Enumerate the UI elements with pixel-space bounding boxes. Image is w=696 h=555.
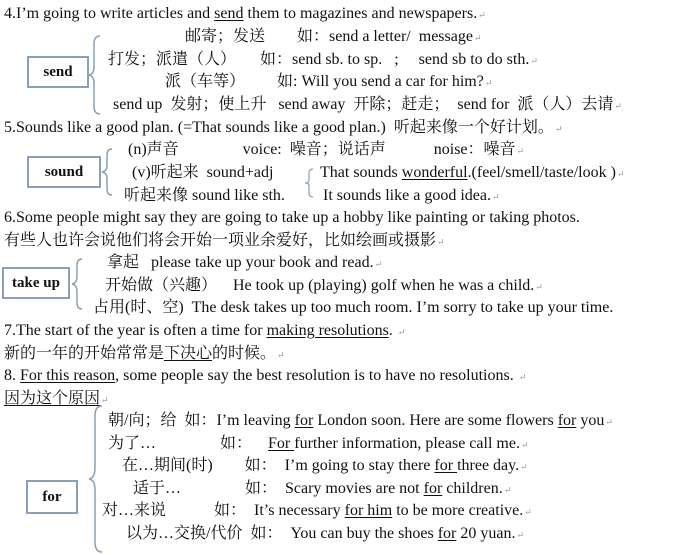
line-s4 [4,4,486,25]
line-for2 [108,434,528,455]
text-segment: them to magazines and newspapers. [243,5,478,22]
line-sound3b [323,186,500,207]
line-s5 [4,118,562,139]
text-segment: 有些人也许会说他们将会开始一项业余爱好，比如绘画或摄影 [4,232,437,249]
line-s6 [4,208,581,229]
text-segment: to be more creative. [392,502,524,519]
text-segment: 邮寄；发送 如：send a letter/ message [185,28,473,45]
brace-take-up [70,257,84,311]
text-segment: 6.Some people might say they are going to take up a hobby like painting or taking photos. [4,209,580,226]
brace-sound-examples [303,167,315,199]
line-send1 [185,27,482,48]
text-segment: 在…期间(时) 如： I’m going to stay there [122,457,435,474]
line-for3 [122,456,528,477]
text-segment: . [388,322,397,339]
brace-send [86,34,102,116]
text-segment: send up 发射；使上升 send away 开除；赶走； send for 派（人）去请 [113,96,614,113]
text-segment: children. [442,480,503,497]
text-segment: 的时候。 [212,345,277,362]
text-segment: three day. [457,457,520,474]
text-segment: 新的一年的开始常常是 [4,345,165,362]
line-sound2 [132,163,274,184]
line-sound2b [320,163,625,184]
line-take2 [105,276,543,297]
underlined-text: for [423,480,443,497]
line-send4 [113,95,622,116]
underlined-text: for [557,412,577,429]
text-segment: 派（车等） 如: Will you send a car for him? [165,73,484,90]
text-segment: 适于… 如： Scary movies are not [133,480,424,497]
line-s6cn [4,231,445,252]
keyword-for: for [42,488,62,505]
underlined-text: for [434,457,458,474]
line-for6 [126,524,524,545]
line-s7cn [4,344,285,365]
text-segment: London soon. Here are some flowers [313,412,558,429]
text-segment: 开始做（兴趣） He took up (playing) golf when he was a child. [105,277,535,294]
underlined-text: for him [344,502,393,519]
keyword-sound: sound [44,163,84,180]
line-for4 [133,479,511,500]
line-send2 [108,50,538,71]
line-for5 [102,501,532,522]
underlined-text: send [214,5,244,22]
line-take1 [107,253,382,274]
text-segment: 朝/向；给 如：I’m leaving [108,412,295,429]
text-segment: 5.Sounds like a good plan. (=That sounds like a good plan.) 听起来像一个好计划。 [4,119,554,136]
line-take3 [93,298,614,319]
text-segment: 对…来说 如： It’s necessary [102,502,345,519]
text-segment: , some people say the best resolution is to have no resolutions. [115,367,518,384]
line-sound3 [124,186,286,207]
underlined-text: wonderful [401,164,468,181]
text-segment: 以为…交换/代价 如： You can buy the shoes [126,525,438,542]
text-segment: you [576,412,605,429]
keyword-box-sound [27,156,101,188]
underlined-text: 因为这个原因 [4,390,101,407]
underlined-text: For [268,435,295,452]
text-segment: 为了… 如： [108,435,269,452]
keyword-box-take-up [2,267,70,299]
brace-sound [100,147,114,197]
text-segment: 听起来像 sound like sth. [124,187,285,204]
text-segment: (v)听起来 sound+adj [132,164,274,181]
text-segment: 占用(时、空) The desk takes up too much room. I’m sorry to take up your time. [93,299,614,316]
text-segment: 8. [4,367,20,384]
text-segment: It sounds like a good idea. [323,187,491,204]
text-segment: 7.The start of the year is often a time for [4,322,267,339]
keyword-send: send [43,63,73,80]
text-segment: 打发；派遣（人） 如：send sb. to sp. ; send sb to do sth. [108,51,530,68]
text-segment: 20 yuan. [456,525,516,542]
keyword-take-up: take up [12,274,60,291]
line-for1 [108,411,613,432]
underlined-text: for [437,525,457,542]
text-segment: (n)声音 voice: 噪音；说话声 noise：噪音 [128,141,516,158]
line-sound1 [128,140,524,161]
line-s8 [4,366,526,387]
keyword-box-for [26,480,78,514]
underlined-text: making resolutions [266,322,389,339]
brace-for [86,404,104,554]
text-segment: further information, please call me. [294,435,520,452]
keyword-box-send [27,56,89,88]
underlined-text: 下决心 [164,345,213,362]
underlined-text: For this reason [20,367,116,384]
line-s7 [4,321,405,342]
text-segment: 4.I’m going to write articles and [4,5,215,22]
text-segment: .(feel/smell/taste/look ) [467,164,616,181]
line-send3 [165,72,492,93]
underlined-text: for [294,412,314,429]
text-segment: 拿起 please take up your book and read. [107,254,374,271]
text-segment: That sounds [320,164,402,181]
